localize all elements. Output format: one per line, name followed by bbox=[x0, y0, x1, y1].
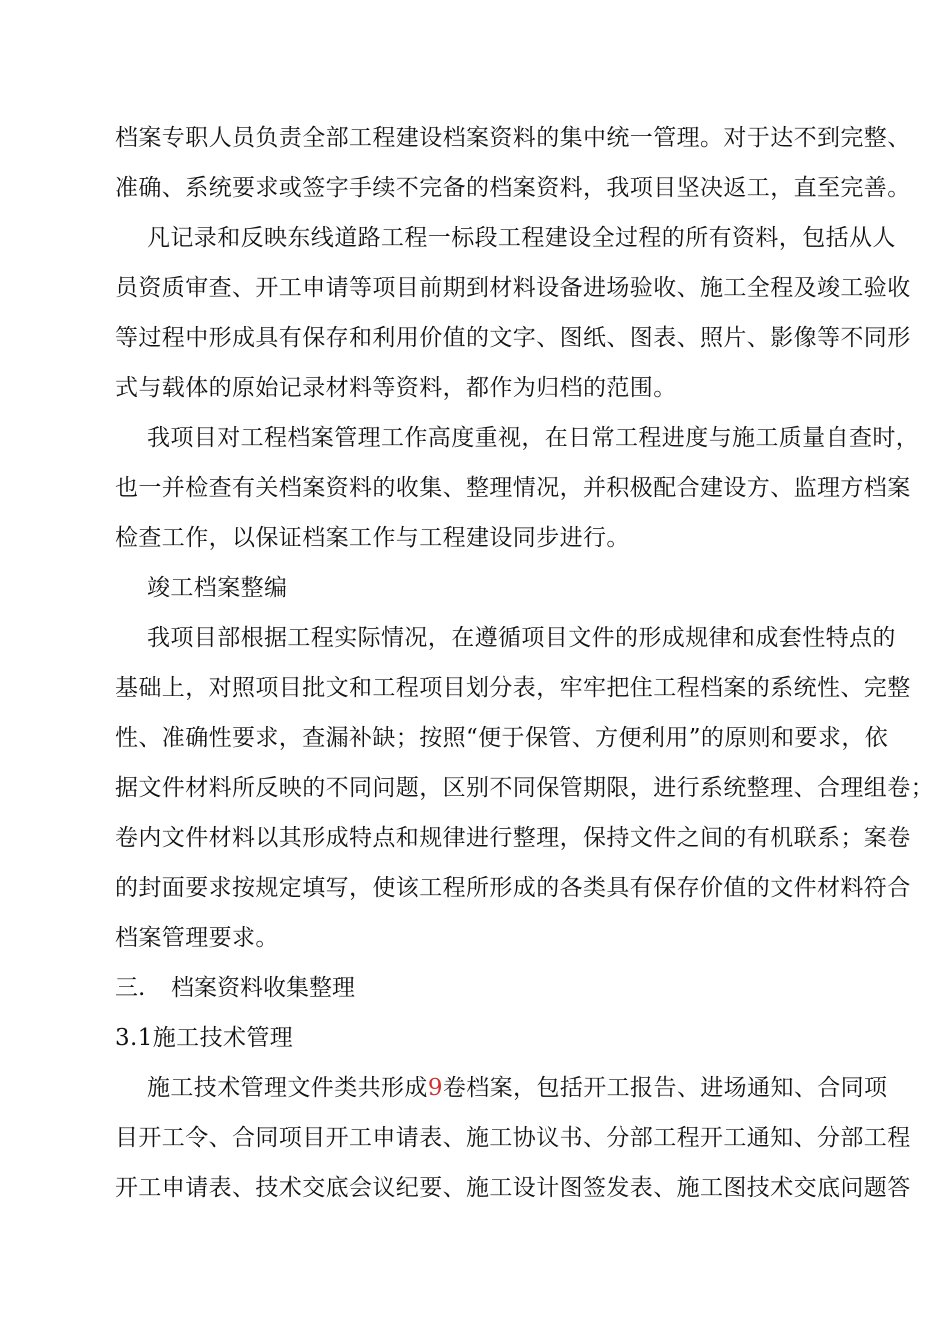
section-number: 三. bbox=[115, 975, 146, 1001]
text-line: 准确、系统要求或签字手续不完备的档案资料，我项目坚决返工，直至完善。 bbox=[115, 175, 911, 201]
text-line: 的封面要求按规定填写，使该工程所形成的各类具有保存价值的文件材料符合 bbox=[115, 875, 911, 901]
text-line: 档案专职人员负责全部工程建设档案资料的集中统一管理。对于达不到完整、 bbox=[115, 125, 911, 151]
text-line: 我项目部根据工程实际情况，在遵循项目文件的形成规律和成套性特点的 bbox=[147, 625, 896, 651]
paragraph-archive-importance bbox=[115, 413, 920, 563]
section-heading-3-1: 3.1施工技术管理 bbox=[115, 1025, 294, 1051]
paragraph-archive-staff bbox=[115, 113, 911, 213]
subheading-completion-archive bbox=[115, 563, 875, 613]
paragraph-technical-management bbox=[115, 1063, 911, 1213]
text-line bbox=[115, 1063, 888, 1113]
text-line: 开工申请表、技术交底会议纪要、施工设计图签发表、施工图技术交底问题答 bbox=[115, 1175, 911, 1201]
text-line: 卷内文件材料以其形成特点和规律进行整理，保持文件之间的有机联系；案卷 bbox=[115, 825, 911, 851]
paragraph-archive-compilation bbox=[115, 613, 934, 963]
text-line: 式与载体的原始记录材料等资料，都作为归档的范围。 bbox=[115, 375, 677, 401]
text-line: 档案管理要求。 bbox=[115, 925, 279, 951]
text-segment: 施工技术管理文件类共形成 bbox=[147, 1075, 428, 1101]
document-page bbox=[115, 113, 934, 1213]
section-title: 档案资料收集整理 bbox=[171, 975, 355, 1001]
volume-count: 9 bbox=[427, 1075, 443, 1101]
text-line: 我项目对工程档案管理工作高度重视，在日常工程进度与施工质量自查时， bbox=[147, 425, 920, 451]
text-line: 检查工作，以保证档案工作与工程建设同步进行。 bbox=[115, 525, 630, 551]
section-heading-3 bbox=[115, 963, 875, 1013]
text-line: 也一并检查有关档案资料的收集、整理情况，并积极配合建设方、监理方档案 bbox=[115, 475, 911, 501]
text-line: 性、准确性要求，查漏补缺；按照“便于保管、方便利用”的原则和要求，依 bbox=[115, 725, 889, 751]
subheading-text: 竣工档案整编 bbox=[147, 575, 288, 601]
text-line: 基础上，对照项目批文和工程项目划分表，牢牢把住工程档案的系统性、完整 bbox=[115, 675, 911, 701]
text-line: 据文件材料所反映的不同问题，区别不同保管期限，进行系统整理、合理组卷； bbox=[115, 775, 934, 801]
text-line: 凡记录和反映东线道路工程一标段工程建设全过程的所有资料，包括从人 bbox=[147, 225, 896, 251]
text-segment: 卷档案，包括开工报告、进场通知、合同项 bbox=[442, 1075, 888, 1101]
text-line: 员资质审查、开工申请等项目前期到材料设备进场验收、施工全程及竣工验收 bbox=[115, 275, 911, 301]
text-line: 目开工令、合同项目开工申请表、施工协议书、分部工程开工通知、分部工程 bbox=[115, 1125, 911, 1151]
paragraph-archive-scope bbox=[115, 213, 911, 413]
text-line: 等过程中形成具有保存和利用价值的文字、图纸、图表、照片、影像等不同形 bbox=[115, 325, 911, 351]
